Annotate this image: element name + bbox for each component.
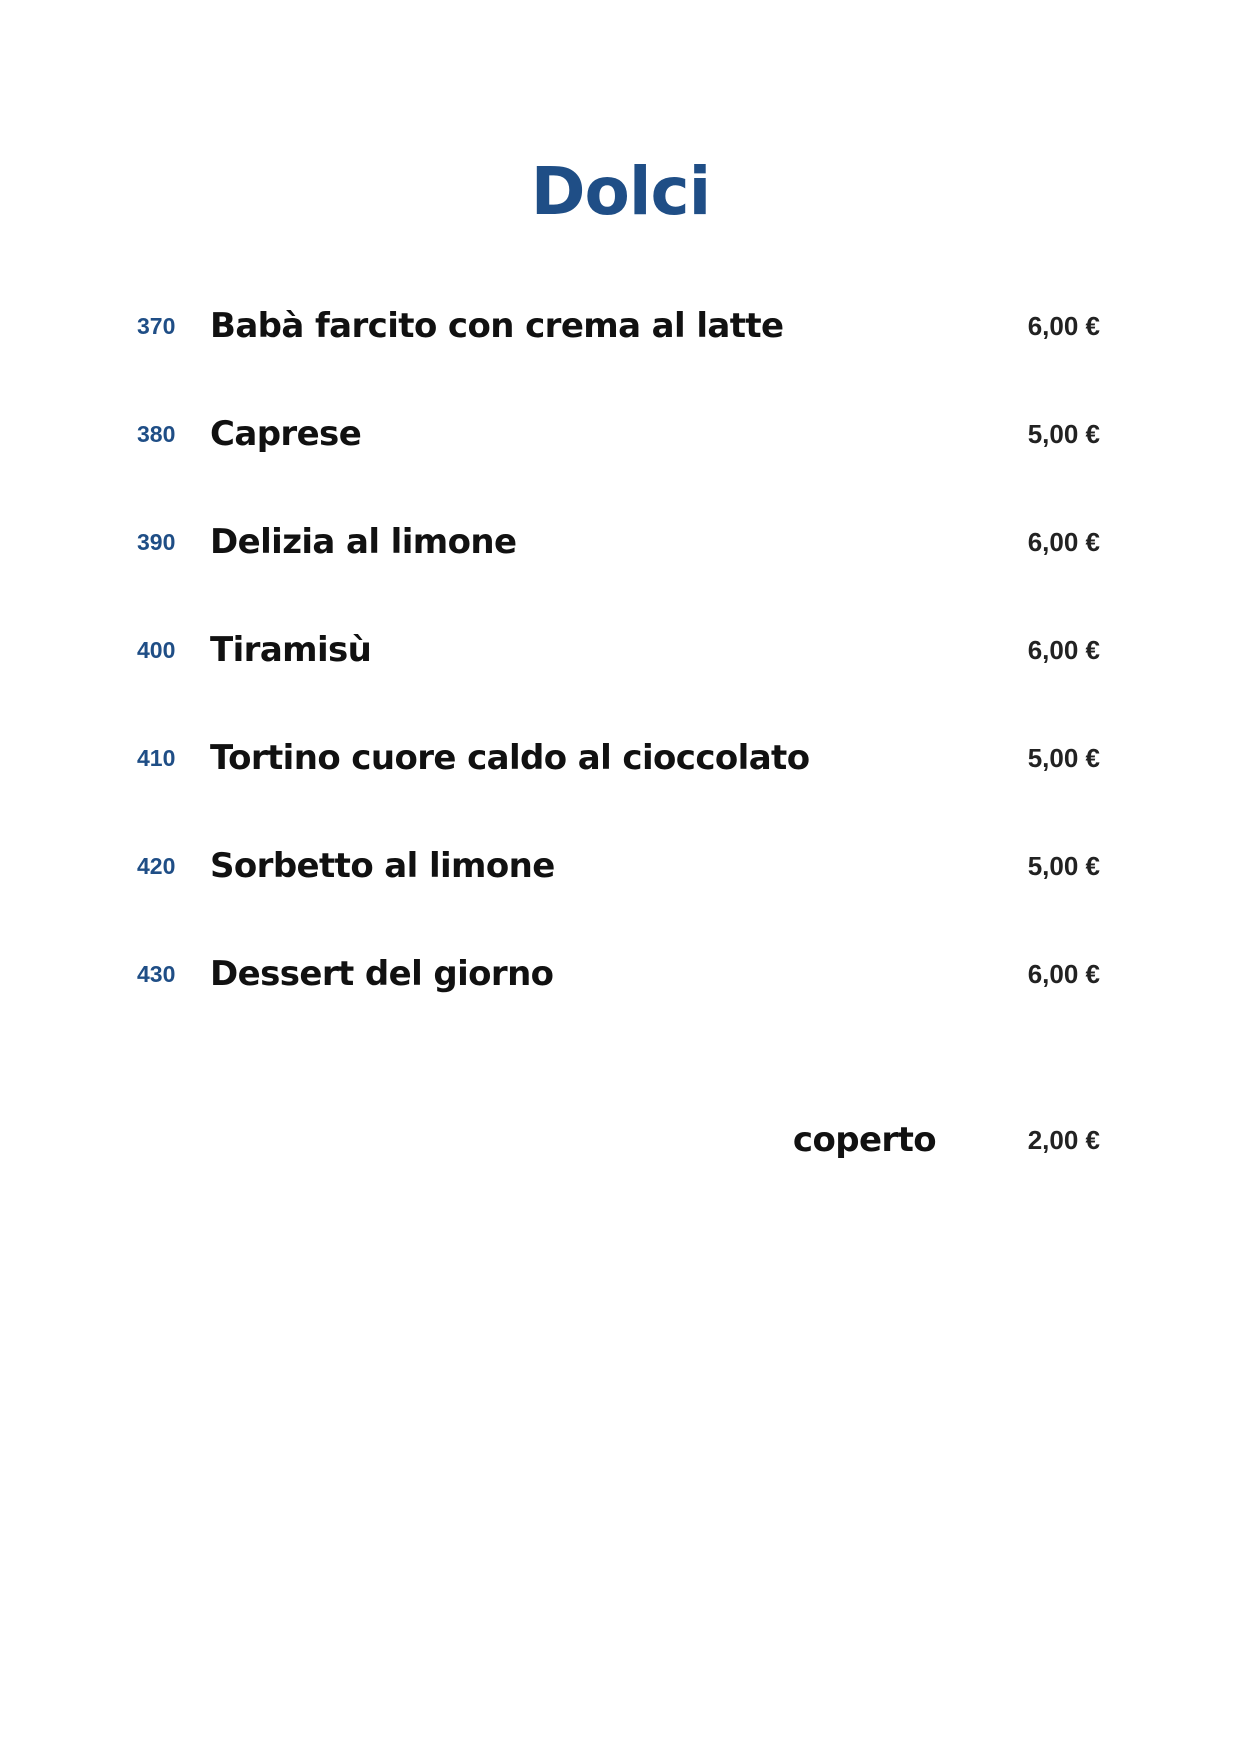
- menu-item: [0, 728, 1241, 788]
- menu-item: [0, 296, 1241, 356]
- cover-charge-label: coperto: [792, 1120, 936, 1160]
- cover-charge-row: [0, 1110, 1241, 1170]
- item-price: 6,00 €: [1027, 635, 1100, 665]
- item-name: Tiramisù: [210, 630, 372, 670]
- item-price: 6,00 €: [1027, 527, 1100, 557]
- cover-charge-price: 2,00 €: [1027, 1125, 1100, 1155]
- item-code: 400: [137, 637, 176, 663]
- menu-item: [0, 944, 1241, 1004]
- page-title: Dolci: [530, 153, 711, 230]
- item-code: 380: [137, 421, 176, 447]
- menu-item: [0, 836, 1241, 896]
- menu-item: [0, 404, 1241, 464]
- item-name: Caprese: [210, 414, 362, 454]
- item-price: 5,00 €: [1027, 743, 1100, 773]
- item-price: 5,00 €: [1027, 419, 1100, 449]
- item-code: 390: [137, 529, 176, 555]
- item-price: 6,00 €: [1027, 959, 1100, 989]
- item-code: 370: [137, 313, 176, 339]
- item-code: 420: [137, 853, 176, 879]
- item-name: Sorbetto al limone: [210, 846, 555, 886]
- item-name: Delizia al limone: [210, 522, 517, 562]
- menu-item: [0, 512, 1241, 572]
- item-price: 5,00 €: [1027, 851, 1100, 881]
- item-name: Babà farcito con crema al latte: [210, 306, 784, 346]
- item-code: 410: [137, 745, 176, 771]
- item-price: 6,00 €: [1027, 311, 1100, 341]
- item-name: Dessert del giorno: [210, 954, 554, 994]
- item-name: Tortino cuore caldo al cioccolato: [210, 738, 810, 778]
- menu-item: [0, 620, 1241, 680]
- item-code: 430: [137, 961, 176, 987]
